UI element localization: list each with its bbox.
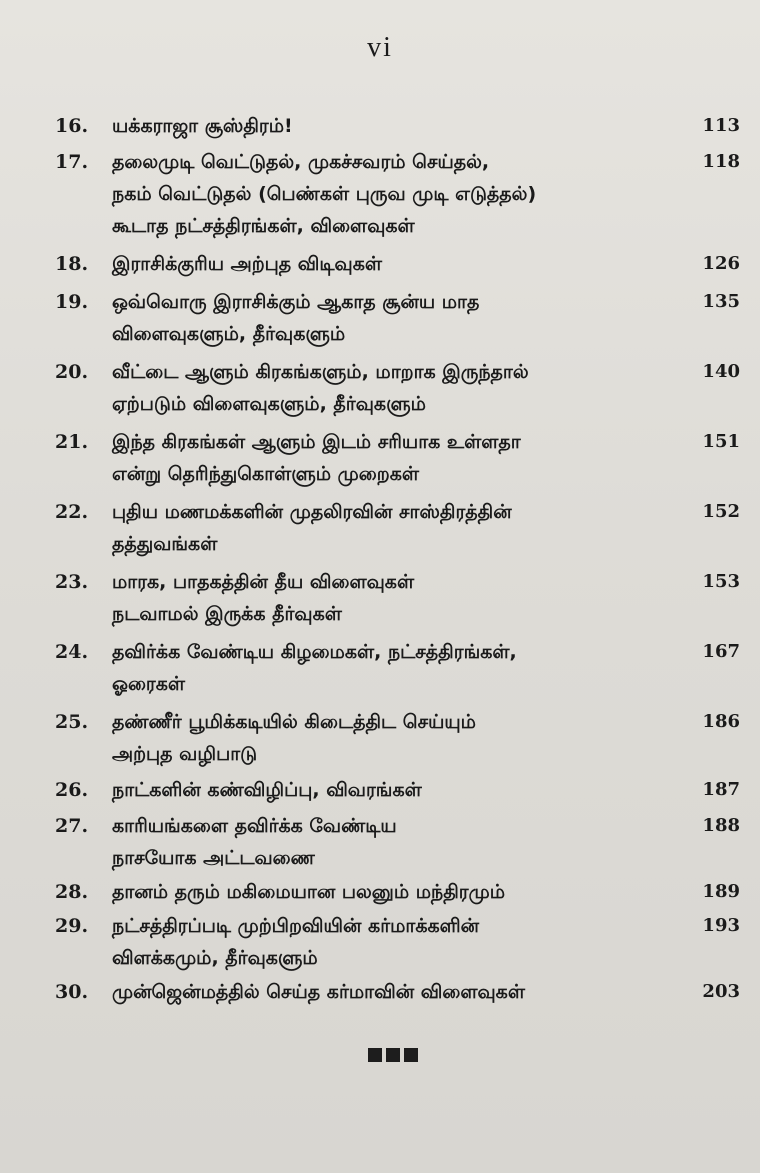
entry-title-line: அற்புத வழிபாடு bbox=[112, 743, 258, 765]
entry-number: 19. bbox=[55, 291, 89, 313]
entry-title-line: ஏற்படும் விளைவுகளும், தீர்வுகளும் bbox=[112, 393, 426, 415]
entry-title bbox=[112, 426, 672, 490]
entry-title bbox=[112, 976, 672, 1008]
entry-title bbox=[112, 810, 672, 874]
entry-title-line: காரியங்களை தவிர்க்க வேண்டிய bbox=[112, 815, 397, 837]
entry-page: 126 bbox=[702, 253, 740, 274]
entry-number: 25. bbox=[55, 711, 89, 733]
entry-number: 23. bbox=[55, 571, 89, 593]
entry-page: 167 bbox=[702, 641, 740, 662]
entry-page: 140 bbox=[702, 361, 740, 382]
entry-title-line: இராசிக்குரிய அற்புத விடிவுகள் bbox=[112, 253, 383, 275]
entry-title bbox=[112, 566, 672, 630]
entry-title bbox=[112, 248, 672, 280]
entry-page: 113 bbox=[702, 115, 740, 136]
entry-page: 189 bbox=[702, 881, 740, 902]
entry-number: 17. bbox=[55, 151, 89, 173]
entry-title-line: தானம் தரும் மகிமையான பலனும் மந்திரமும் bbox=[112, 881, 506, 903]
entry-title-line: விளக்கமும், தீர்வுகளும் bbox=[112, 947, 318, 969]
entry-page: 118 bbox=[702, 151, 740, 172]
entry-number: 18. bbox=[55, 253, 89, 275]
entry-title-line: தண்ணீர் பூமிக்கடியில் கிடைத்திட செய்யும் bbox=[112, 711, 476, 733]
entry-title-line: கூடாத நட்சத்திரங்கள், விளைவுகள் bbox=[112, 215, 415, 237]
entry-title-line: தத்துவங்கள் bbox=[112, 533, 218, 555]
entry-title-line: நாட்களின் கண்விழிப்பு, விவரங்கள் bbox=[112, 779, 422, 801]
ornament-square bbox=[386, 1048, 400, 1062]
entry-number: 24. bbox=[55, 641, 89, 663]
entry-title-line: இந்த கிரகங்கள் ஆளும் இடம் சரியாக உள்ளதா bbox=[112, 431, 521, 453]
entry-title-line: யக்கராஜா சூஸ்திரம்! bbox=[112, 115, 293, 137]
entry-number: 20. bbox=[55, 361, 89, 383]
entry-title-line: நடவாமல் இருக்க தீர்வுகள் bbox=[112, 603, 342, 625]
entry-title bbox=[112, 110, 672, 142]
entry-number: 26. bbox=[55, 779, 89, 801]
entry-page: 193 bbox=[702, 915, 740, 936]
entry-title-line: முன்ஜென்மத்தில் செய்த கர்மாவின் விளைவுகள் bbox=[112, 981, 525, 1003]
entry-title bbox=[112, 146, 672, 242]
entry-title bbox=[112, 286, 672, 350]
entry-page: 135 bbox=[702, 291, 740, 312]
entry-title bbox=[112, 876, 672, 908]
entry-number: 21. bbox=[55, 431, 89, 453]
entry-page: 152 bbox=[702, 501, 740, 522]
entry-title-line: விளைவுகளும், தீர்வுகளும் bbox=[112, 323, 346, 345]
entry-title-line: நாசயோக அட்டவணை bbox=[112, 847, 315, 869]
entry-title-line: நட்சத்திரப்படி முற்பிறவியின் கர்மாக்களின் bbox=[112, 915, 480, 937]
entry-page: 187 bbox=[702, 779, 740, 800]
entry-number: 16. bbox=[55, 115, 89, 137]
entry-title-line: ஒவ்வொரு இராசிக்கும் ஆகாத சூன்ய மாத bbox=[112, 291, 480, 313]
entry-title bbox=[112, 496, 672, 560]
entry-title-line: புதிய மணமக்களின் முதலிரவின் சாஸ்திரத்தின் bbox=[112, 501, 512, 523]
entry-page: 151 bbox=[702, 431, 740, 452]
entry-title-line: மாரக, பாதகத்தின் தீய விளைவுகள் bbox=[112, 571, 415, 593]
entry-number: 22. bbox=[55, 501, 89, 523]
entry-title bbox=[112, 910, 672, 974]
entry-number: 27. bbox=[55, 815, 89, 837]
entry-title-line: ஓரைகள் bbox=[112, 673, 186, 695]
entry-page: 186 bbox=[702, 711, 740, 732]
ornament-square bbox=[368, 1048, 382, 1062]
entry-title-line: வீட்டை ஆளும் கிரகங்களும், மாறாக இருந்தால் bbox=[112, 361, 529, 383]
entry-title-line: என்று தெரிந்துகொள்ளும் முறைகள் bbox=[112, 463, 419, 485]
ornament-square bbox=[404, 1048, 418, 1062]
entry-page: 203 bbox=[702, 981, 740, 1002]
entry-title bbox=[112, 774, 672, 806]
page-number: vi bbox=[367, 32, 393, 63]
entry-title-line: நகம் வெட்டுதல் (பெண்கள் புருவ முடி எடுத்தல்) bbox=[112, 183, 537, 205]
end-ornament bbox=[368, 1048, 418, 1062]
entry-title-line: தவிர்க்க வேண்டிய கிழமைகள், நட்சத்திரங்கள், bbox=[112, 641, 517, 663]
entry-page: 153 bbox=[702, 571, 740, 592]
entry-title bbox=[112, 636, 672, 700]
entry-number: 29. bbox=[55, 915, 89, 937]
entry-title-line: தலைமுடி வெட்டுதல், முகச்சவரம் செய்தல், bbox=[112, 151, 490, 173]
entry-title bbox=[112, 356, 672, 420]
entry-title bbox=[112, 706, 672, 770]
entry-number: 28. bbox=[55, 881, 89, 903]
entry-page: 188 bbox=[702, 815, 740, 836]
entry-number: 30. bbox=[55, 981, 89, 1003]
